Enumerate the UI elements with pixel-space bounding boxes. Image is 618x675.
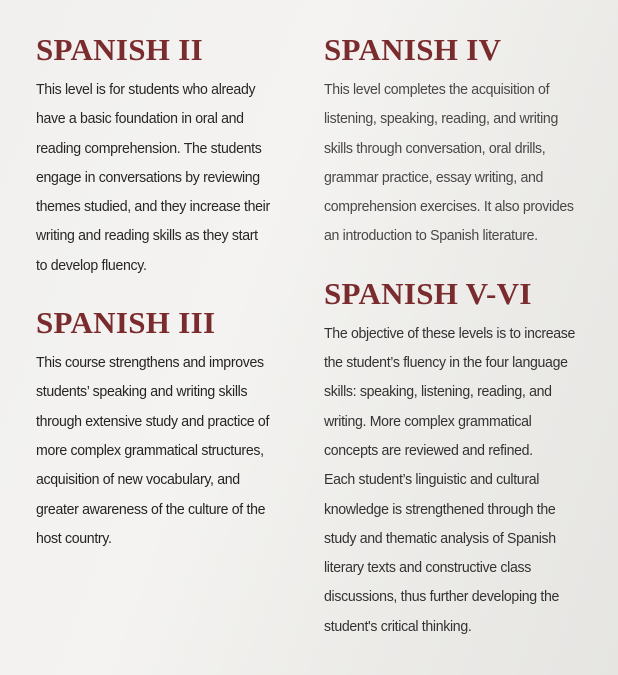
spanish-4-section: [324, 32, 606, 251]
spanish-4-description: [324, 75, 607, 251]
spanish-2-section: [36, 32, 298, 280]
text-line: literary texts and constructive class: [324, 559, 531, 577]
text-line: more complex grammatical structures,: [36, 441, 264, 459]
text-line: skills through conversation, oral drills,: [324, 139, 546, 157]
spanish-5-6-description: [324, 319, 607, 641]
spanish-3-description: [36, 348, 299, 553]
text-line: students’ speaking and writing skills: [36, 383, 248, 401]
text-line: an introduction to Spanish literature.: [324, 227, 538, 245]
spanish-3-section: [36, 305, 298, 553]
text-line: discussions, thus further developing the: [324, 588, 560, 606]
text-line: engage in conversations by reviewing: [36, 168, 260, 186]
text-line: writing. More complex grammatical: [324, 412, 532, 430]
spanish-2-description: [36, 75, 299, 280]
spanish-2-title: SPANISH II: [36, 32, 203, 67]
text-line: student's critical thinking.: [324, 617, 472, 635]
text-line: study and thematic analysis of Spanish: [324, 529, 556, 547]
text-line: knowledge is strengthened through the: [324, 500, 556, 518]
spanish-5-6-section: [324, 276, 606, 641]
text-line: grammar practice, essay writing, and: [324, 168, 544, 186]
text-line: themes studied, and they increase their: [36, 198, 270, 216]
text-line: greater awareness of the culture of the: [36, 500, 266, 518]
text-line: This level completes the acquisition of: [324, 81, 550, 98]
text-line: skills: speaking, listening, reading, and: [324, 383, 552, 401]
text-line: Each student’s linguistic and cultural: [324, 471, 540, 489]
text-line: host country.: [36, 529, 112, 547]
text-line: have a basic foundation in oral and: [36, 110, 244, 128]
text-line: the student’s fluency in the four language: [324, 354, 568, 372]
text-line: This level is for students who already: [36, 81, 256, 98]
spanish-5-6-title: SPANISH V-VI: [324, 275, 532, 311]
spanish-3-title: SPANISH III: [36, 305, 216, 341]
text-line: to develop fluency.: [36, 256, 147, 274]
text-line: This course strengthens and improves: [36, 354, 264, 372]
text-line: reading comprehension. The students: [36, 139, 262, 157]
text-line: comprehension exercises. It also provides: [324, 198, 574, 216]
right-column: [324, 32, 606, 641]
text-line: concepts are reviewed and refined.: [324, 441, 533, 459]
text-line: acquisition of new vocabulary, and: [36, 471, 240, 489]
text-line: The objective of these levels is to increase: [324, 324, 576, 342]
text-line: writing and reading skills as they start: [36, 227, 258, 245]
left-column: [36, 32, 298, 553]
spanish-4-title: SPANISH IV: [324, 32, 502, 67]
text-line: listening, speaking, reading, and writing: [324, 110, 558, 128]
text-line: through extensive study and practice of: [36, 412, 270, 430]
